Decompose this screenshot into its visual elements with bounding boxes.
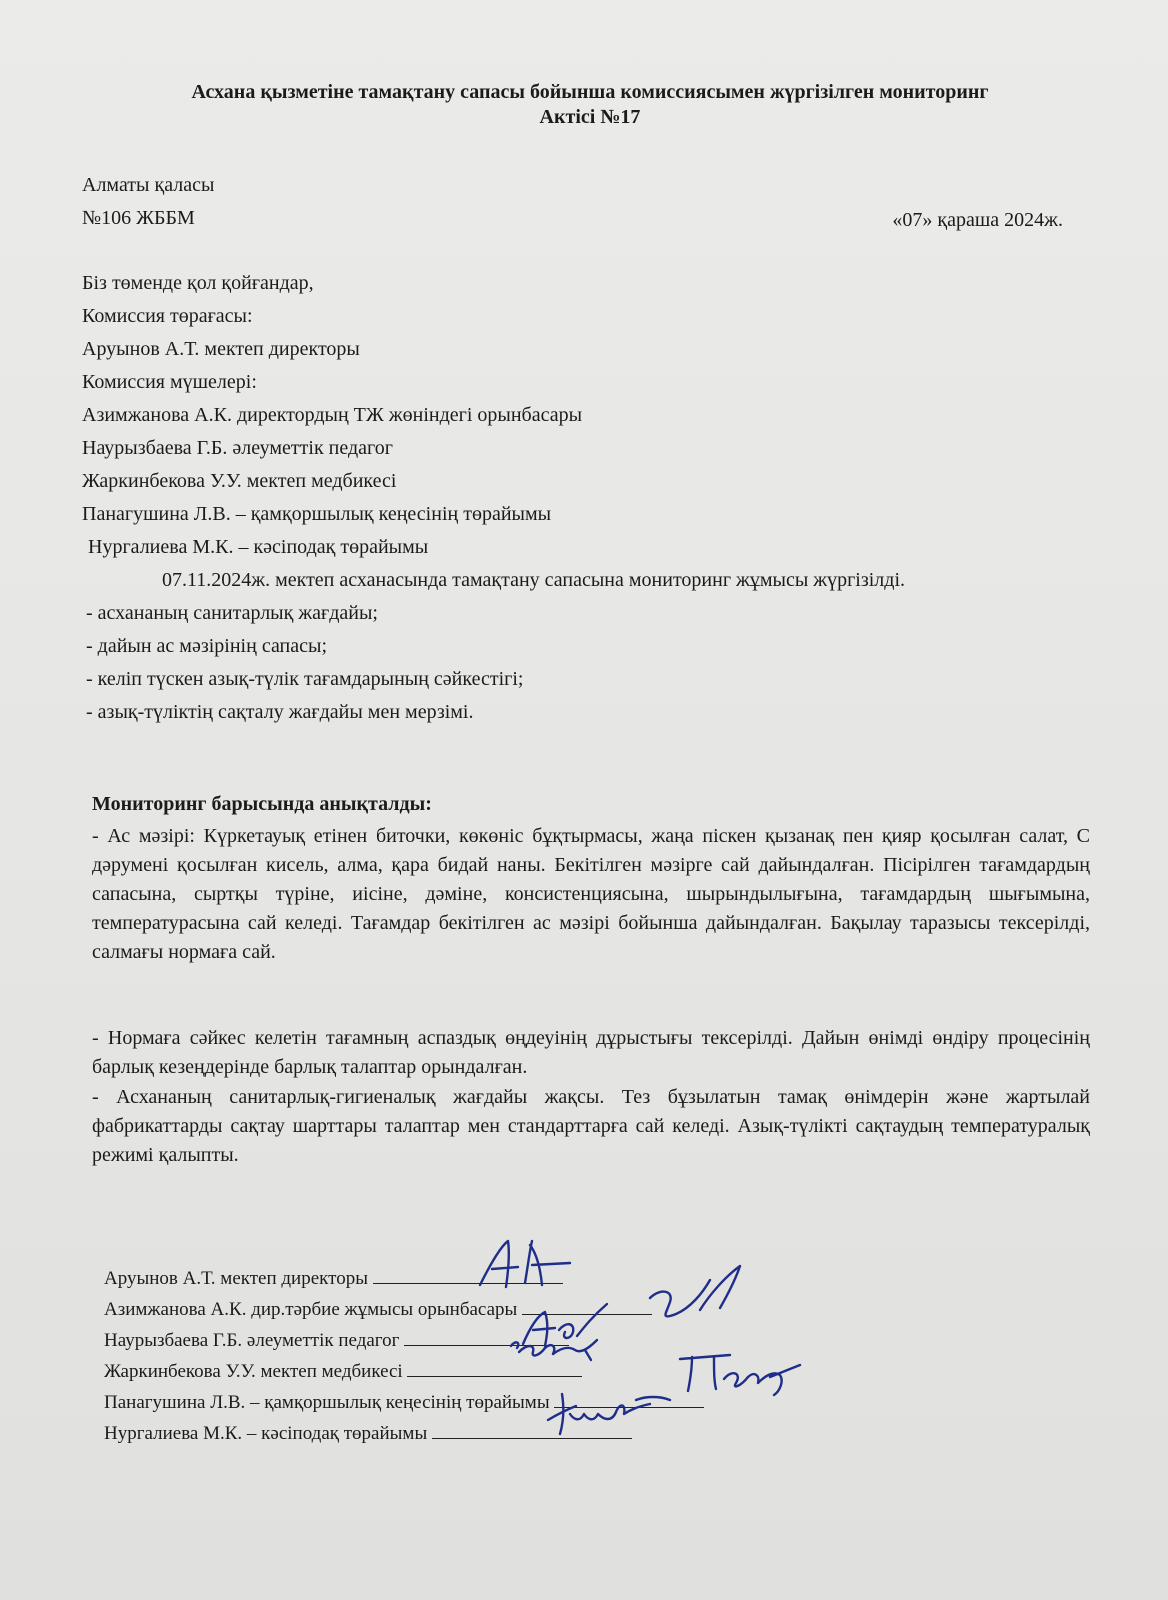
- finding-paragraph: - Ас мәзірі: Күркетауық етінен биточки, көкөніс бұқтырмасы, жаңа піскен қызанақ пен қияр қосылған салат, С дәрумені қосылған кисель, алма, қара бидай наны. Бекітілген мәзірге сай дайындалған. Пісірілген тағамдардың сапасына, сыртқы түріне, иісіне, дәміне, консистенциясына, шырындылығына, тағамдардың шығымына, температурасына сай келеді. Тағамдар бекітілген ас мәзірі бойынша дайындалған. Бақылау таразысы тексерілді, салмағы нормаға сай.: [92, 825, 1090, 963]
- title-line-2: Актісі №17: [539, 106, 641, 128]
- signatory-label: Панагушина Л.В. – қамқоршылық кеңесінің төрайымы: [104, 1392, 550, 1413]
- school-name: №106 ЖББМ: [82, 207, 195, 229]
- check-item: - дайын ас мәзірінің сапасы;: [86, 635, 328, 657]
- handwritten-signature: [640, 1258, 760, 1328]
- check-item: - келіп түскен азық-түлік тағамдарының сәйкестігі;: [86, 668, 524, 690]
- signatory-label: Аруынов А.Т. мектеп директоры: [104, 1268, 368, 1289]
- findings-heading: Мониторинг барысында анықталды:: [92, 793, 432, 815]
- undersigned-text: Біз төменде қол қойғандар,: [82, 272, 314, 294]
- check-item: - азық-түліктің сақталу жағдайы мен мерзімі.: [86, 701, 474, 723]
- member-item: Наурызбаева Г.Б. әлеуметтік педагог: [82, 437, 393, 459]
- city: Алматы қаласы: [82, 174, 215, 196]
- handwritten-signature: [505, 1330, 615, 1370]
- document-title: [80, 80, 1100, 130]
- act-date: «07» қараша 2024ж.: [892, 209, 1063, 231]
- member-item: Азимжанова А.К. директордың ТЖ жөніндегі орынбасары: [82, 404, 583, 426]
- check-item: - асхананың санитарлық жағдайы;: [86, 602, 378, 624]
- chair-label: Комиссия төрағасы:: [82, 305, 253, 327]
- signatory-label: Жаркинбекова У.У. мектеп медбикесі: [104, 1361, 403, 1382]
- handwritten-signature: [470, 1235, 580, 1295]
- handwritten-signature: [540, 1380, 680, 1440]
- member-item: Панагушина Л.В. – қамқоршылық кеңесінің төрайымы: [82, 503, 552, 525]
- handwritten-signature: [670, 1345, 810, 1400]
- member-item: Нургалиева М.К. – кәсіподақ төрайымы: [88, 536, 429, 558]
- signature-row: [104, 1327, 569, 1353]
- signatory-label: Нургалиева М.К. – кәсіподақ төрайымы: [104, 1423, 428, 1444]
- finding-paragraph: - Нормаға сәйкес келетін тағамның аспаздық өңдеуінің дұрыстығы тексерілді. Дайын өнімді өндіру процесінің барлық кезеңдерінде барлық талаптар орындалған.: [92, 1027, 1090, 1078]
- chair-name: Аруынов А.Т. мектеп директоры: [82, 338, 360, 360]
- title-line-1: Асхана қызметіне тамақтану сапасы бойынша комиссиясымен жүргізілген мониторинг: [191, 81, 989, 103]
- member-item: Жаркинбекова У.У. мектеп медбикесі: [82, 470, 397, 492]
- monitoring-statement: 07.11.2024ж. мектеп асханасында тамақтану сапасына мониторинг жұмысы жүргізілді.: [162, 569, 906, 591]
- signatory-label: Азимжанова А.К. дир.тәрбие жұмысы орынбасары: [104, 1299, 518, 1320]
- members-label: Комиссия мүшелері:: [82, 371, 257, 393]
- finding-paragraph: - Асхананың санитарлық-гигиеналық жағдайы жақсы. Тез бұзылатын тамақ өнімдерін және жартылай фабрикаттарды сақтау шарттары талаптар мен стандарттарға сай келеді. Азық-түлікті сақтаудың температуралық режимі қалыпты.: [92, 1086, 1090, 1166]
- signatory-label: Наурызбаева Г.Б. әлеуметтік педагог: [104, 1330, 400, 1351]
